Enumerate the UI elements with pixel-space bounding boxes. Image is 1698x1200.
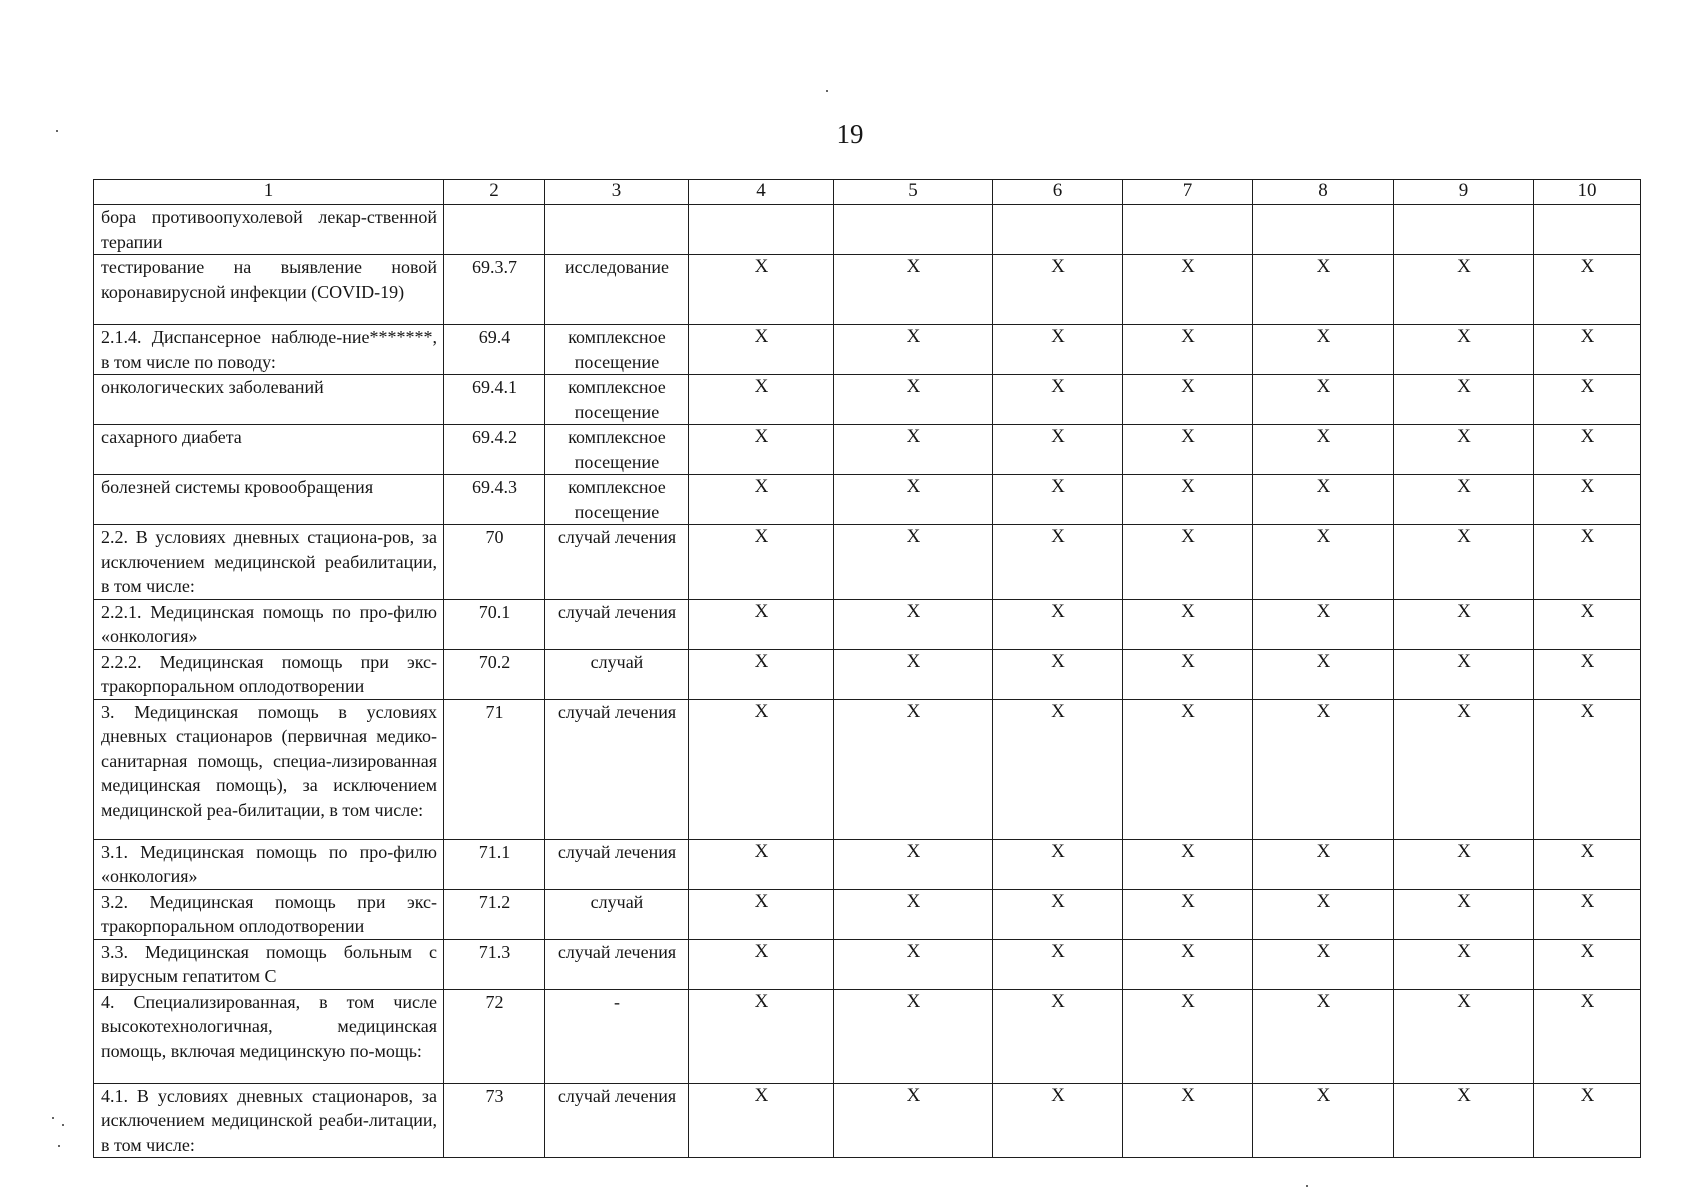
value-cell: X (689, 649, 834, 699)
row-code-cell (444, 205, 545, 255)
value-cell: X (689, 425, 834, 475)
row-unit-cell: случай лечения (545, 1083, 689, 1158)
value-cell: X (993, 1083, 1123, 1158)
value-cell: X (1394, 699, 1534, 839)
value-cell: X (834, 255, 993, 325)
row-code-cell: 70.2 (444, 649, 545, 699)
row-name-cell: 2.2. В условиях дневных стациона-ров, за исключением медицинской реабилитации, в том числе: (94, 525, 444, 600)
row-name-cell: сахарного диабета (94, 425, 444, 475)
value-cell: X (993, 989, 1123, 1083)
value-cell: X (834, 475, 993, 525)
row-unit-cell: комплексное посещение (545, 375, 689, 425)
column-header: 9 (1394, 180, 1534, 205)
value-cell: X (1253, 375, 1394, 425)
row-code-cell: 71.3 (444, 939, 545, 989)
value-cell: X (1253, 649, 1394, 699)
value-cell: X (993, 375, 1123, 425)
page-number: 19 (836, 119, 864, 149)
value-cell: X (993, 889, 1123, 939)
value-cell: X (689, 1083, 834, 1158)
table-row (94, 1083, 1641, 1158)
scan-speck (826, 90, 828, 92)
value-cell: X (834, 889, 993, 939)
table-row (94, 525, 1641, 600)
table-row (94, 989, 1641, 1083)
value-cell: X (1123, 425, 1253, 475)
row-name-cell: тестирование на выявление новой коронавирусной инфекции (COVID-19) (94, 255, 444, 325)
value-cell: X (834, 839, 993, 889)
value-cell: X (1123, 325, 1253, 375)
value-cell: X (1253, 839, 1394, 889)
value-cell: X (834, 649, 993, 699)
header-row (94, 180, 1641, 205)
value-cell: X (689, 525, 834, 600)
column-header: 6 (993, 180, 1123, 205)
value-cell: X (689, 599, 834, 649)
value-cell: X (1123, 649, 1253, 699)
value-cell: X (1253, 425, 1394, 475)
value-cell: X (689, 889, 834, 939)
row-unit-cell: случай лечения (545, 525, 689, 600)
value-cell: X (1123, 1083, 1253, 1158)
value-cell: X (1394, 475, 1534, 525)
value-cell: X (1534, 839, 1641, 889)
row-name-cell: 4.1. В условиях дневных стационаров, за исключением медицинской реаби-литации, в том числе: (94, 1083, 444, 1158)
value-cell: X (993, 325, 1123, 375)
row-code-cell: 71 (444, 699, 545, 839)
value-cell: X (1394, 375, 1534, 425)
row-name-cell: 3.3. Медицинская помощь больным с вирусным гепатитом С (94, 939, 444, 989)
value-cell: X (1534, 255, 1641, 325)
table-row (94, 649, 1641, 699)
value-cell: X (1253, 989, 1394, 1083)
row-unit-cell (545, 205, 689, 255)
row-code-cell: 70 (444, 525, 545, 600)
value-cell: X (1534, 939, 1641, 989)
value-cell: X (1394, 255, 1534, 325)
value-cell: X (1394, 425, 1534, 475)
table-row (94, 699, 1641, 839)
column-header: 10 (1534, 180, 1641, 205)
row-unit-cell: комплексное посещение (545, 425, 689, 475)
value-cell: X (1394, 649, 1534, 699)
value-cell (993, 205, 1123, 255)
value-cell: X (1123, 525, 1253, 600)
value-cell: X (689, 325, 834, 375)
value-cell: X (689, 475, 834, 525)
value-cell: X (1534, 425, 1641, 475)
column-header: 7 (1123, 180, 1253, 205)
value-cell: X (1534, 325, 1641, 375)
value-cell: X (993, 649, 1123, 699)
value-cell: X (834, 525, 993, 600)
table-row (94, 889, 1641, 939)
value-cell: X (1253, 889, 1394, 939)
table-row (94, 255, 1641, 325)
table-row (94, 325, 1641, 375)
column-header: 8 (1253, 180, 1394, 205)
row-unit-cell: комплексное посещение (545, 475, 689, 525)
row-code-cell: 71.2 (444, 889, 545, 939)
value-cell: X (834, 425, 993, 475)
row-unit-cell: случай (545, 889, 689, 939)
value-cell: X (1253, 325, 1394, 375)
value-cell (834, 205, 993, 255)
column-header: 3 (545, 180, 689, 205)
value-cell: X (993, 475, 1123, 525)
value-cell: X (1123, 599, 1253, 649)
value-cell: X (993, 255, 1123, 325)
row-name-cell: бора противоопухолевой лекар-ственной терапии (94, 205, 444, 255)
value-cell: X (1534, 525, 1641, 600)
value-cell: X (1123, 699, 1253, 839)
value-cell: X (993, 599, 1123, 649)
column-header: 4 (689, 180, 834, 205)
row-code-cell: 69.4.3 (444, 475, 545, 525)
value-cell: X (689, 255, 834, 325)
value-cell: X (993, 939, 1123, 989)
scan-speck (58, 1145, 60, 1147)
row-unit-cell: - (545, 989, 689, 1083)
row-code-cell: 71.1 (444, 839, 545, 889)
row-unit-cell: случай (545, 649, 689, 699)
row-code-cell: 73 (444, 1083, 545, 1158)
row-unit-cell: случай лечения (545, 699, 689, 839)
table-row (94, 939, 1641, 989)
value-cell: X (1394, 889, 1534, 939)
table-row (94, 205, 1641, 255)
value-cell: X (1534, 989, 1641, 1083)
row-unit-cell: случай лечения (545, 939, 689, 989)
row-name-cell: 3.2. Медицинская помощь при экс-тракорпоральном оплодотворении (94, 889, 444, 939)
value-cell: X (834, 1083, 993, 1158)
value-cell: X (1394, 1083, 1534, 1158)
value-cell: X (834, 325, 993, 375)
value-cell: X (1253, 475, 1394, 525)
row-code-cell: 69.4.1 (444, 375, 545, 425)
row-unit-cell: исследование (545, 255, 689, 325)
row-unit-cell: случай лечения (545, 839, 689, 889)
table-row (94, 425, 1641, 475)
scan-speck (52, 1117, 54, 1119)
value-cell: X (1534, 889, 1641, 939)
value-cell: X (689, 989, 834, 1083)
table-row (94, 599, 1641, 649)
value-cell: X (689, 939, 834, 989)
row-code-cell: 72 (444, 989, 545, 1083)
table-row (94, 475, 1641, 525)
row-code-cell: 69.3.7 (444, 255, 545, 325)
table-row (94, 375, 1641, 425)
value-cell: X (993, 525, 1123, 600)
value-cell: X (834, 989, 993, 1083)
scan-speck (56, 130, 58, 132)
scan-speck (62, 1124, 64, 1126)
value-cell: X (689, 375, 834, 425)
row-unit-cell: комплексное посещение (545, 325, 689, 375)
value-cell: X (689, 699, 834, 839)
column-header: 5 (834, 180, 993, 205)
value-cell: X (834, 599, 993, 649)
value-cell (1534, 205, 1641, 255)
row-unit-cell: случай лечения (545, 599, 689, 649)
value-cell (1253, 205, 1394, 255)
value-cell: X (834, 939, 993, 989)
value-cell: X (993, 425, 1123, 475)
column-header: 2 (444, 180, 545, 205)
value-cell: X (1253, 255, 1394, 325)
row-name-cell: 4. Специализированная, в том числе высокотехнологичная, медицинская помощь, включая медицинскую по-мощь: (94, 989, 444, 1083)
row-name-cell: 2.1.4. Диспансерное наблюде-ние*******, в том числе по поводу: (94, 325, 444, 375)
value-cell: X (1534, 375, 1641, 425)
table-row (94, 839, 1641, 889)
value-cell (689, 205, 834, 255)
row-name-cell: 2.2.1. Медицинская помощь по про-филю «онкология» (94, 599, 444, 649)
value-cell: X (1534, 1083, 1641, 1158)
row-name-cell: 3. Медицинская помощь в условиях дневных стационаров (первичная медико-санитарная помощь, специа-лизированная медицинская помощь), за исключением медицинской реа-билитации, в том числе: (94, 699, 444, 839)
value-cell (1394, 205, 1534, 255)
value-cell: X (1123, 475, 1253, 525)
value-cell: X (834, 375, 993, 425)
value-cell: X (1253, 1083, 1394, 1158)
value-cell: X (1253, 699, 1394, 839)
row-code-cell: 70.1 (444, 599, 545, 649)
value-cell: X (1394, 989, 1534, 1083)
value-cell: X (1394, 325, 1534, 375)
value-cell: X (1534, 649, 1641, 699)
row-name-cell: 2.2.2. Медицинская помощь при экс-тракорпоральном оплодотворении (94, 649, 444, 699)
row-name-cell: 3.1. Медицинская помощь по про-филю «онкология» (94, 839, 444, 889)
value-cell: X (1534, 699, 1641, 839)
value-cell: X (1123, 255, 1253, 325)
value-cell: X (1534, 475, 1641, 525)
value-cell: X (1534, 599, 1641, 649)
value-cell: X (1123, 839, 1253, 889)
value-cell: X (1123, 939, 1253, 989)
value-cell: X (1253, 599, 1394, 649)
value-cell: X (993, 699, 1123, 839)
scan-speck (1306, 1185, 1308, 1187)
value-cell (1123, 205, 1253, 255)
value-cell: X (1394, 839, 1534, 889)
value-cell: X (1253, 525, 1394, 600)
row-name-cell: болезней системы кровообращения (94, 475, 444, 525)
row-code-cell: 69.4 (444, 325, 545, 375)
value-cell: X (1394, 525, 1534, 600)
value-cell: X (1123, 989, 1253, 1083)
value-cell: X (1394, 939, 1534, 989)
value-cell: X (1394, 599, 1534, 649)
value-cell: X (1123, 375, 1253, 425)
row-name-cell: онкологических заболеваний (94, 375, 444, 425)
value-cell: X (1253, 939, 1394, 989)
row-code-cell: 69.4.2 (444, 425, 545, 475)
value-cell: X (993, 839, 1123, 889)
column-header: 1 (94, 180, 444, 205)
value-cell: X (1123, 889, 1253, 939)
value-cell: X (689, 839, 834, 889)
value-cell: X (834, 699, 993, 839)
data-table (93, 179, 1641, 1158)
